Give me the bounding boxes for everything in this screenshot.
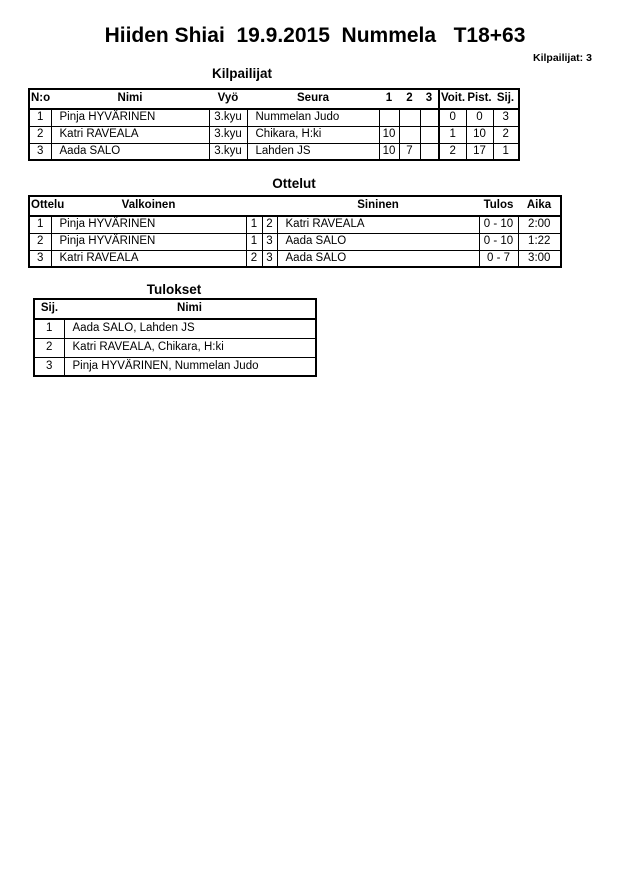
matches-header-row xyxy=(29,196,561,216)
header-match2: 2 xyxy=(399,89,420,109)
header-vyo: Vyö xyxy=(209,89,247,109)
header-blue-no xyxy=(262,196,277,216)
cell-white-no: 1 xyxy=(246,233,262,250)
table-row xyxy=(34,338,316,357)
cell-score3 xyxy=(420,143,439,160)
cell-score2: 7 xyxy=(399,143,420,160)
header-nimi: Nimi xyxy=(64,299,316,319)
cell-no: 1 xyxy=(29,109,51,126)
cell-score1 xyxy=(379,109,399,126)
header-sininen: Sininen xyxy=(277,196,479,216)
cell-score3 xyxy=(420,126,439,143)
cell-score2 xyxy=(399,109,420,126)
cell-pist: 10 xyxy=(466,126,493,143)
cell-valkoinen: Pinja HYVÄRINEN xyxy=(51,233,246,250)
cell-match-no: 1 xyxy=(29,216,51,233)
table-row xyxy=(29,126,519,143)
cell-aika: 1:22 xyxy=(518,233,561,250)
cell-tulos: 0 - 7 xyxy=(479,250,518,267)
header-sij: Sij. xyxy=(34,299,64,319)
section-heading-kilpailijat: Kilpailijat xyxy=(211,66,272,81)
cell-sij: 2 xyxy=(34,338,64,357)
table-row xyxy=(29,250,561,267)
header-valkoinen: Valkoinen xyxy=(51,196,246,216)
cell-match-no: 2 xyxy=(29,233,51,250)
cell-sininen: Katri RAVEALA xyxy=(277,216,479,233)
header-ottelu: Ottelu xyxy=(29,196,51,216)
cell-blue-no: 3 xyxy=(262,233,277,250)
page-title: Hiiden Shiai 19.9.2015 Nummela T18+63 xyxy=(104,24,526,47)
cell-score1: 10 xyxy=(379,126,399,143)
table-row xyxy=(29,109,519,126)
cell-valkoinen: Pinja HYVÄRINEN xyxy=(51,216,246,233)
header-tulos: Tulos xyxy=(479,196,518,216)
table-row xyxy=(29,143,519,160)
cell-voit: 2 xyxy=(439,143,466,160)
cell-pist: 0 xyxy=(466,109,493,126)
cell-score1: 10 xyxy=(379,143,399,160)
cell-match-no: 3 xyxy=(29,250,51,267)
competitors-table xyxy=(28,88,520,161)
cell-sij: 3 xyxy=(493,109,519,126)
cell-nimi: Aada SALO xyxy=(51,143,209,160)
cell-white-no: 2 xyxy=(246,250,262,267)
competitor-count-label: Kilpailijat: 3 xyxy=(533,52,592,64)
table-row xyxy=(29,233,561,250)
header-voit: Voit. xyxy=(439,89,466,109)
section-heading-tulokset: Tulokset xyxy=(146,282,202,297)
cell-sij: 1 xyxy=(493,143,519,160)
cell-sininen: Aada SALO xyxy=(277,250,479,267)
cell-blue-no: 3 xyxy=(262,250,277,267)
results-header-row xyxy=(34,299,316,319)
cell-valkoinen: Katri RAVEALA xyxy=(51,250,246,267)
cell-sininen: Aada SALO xyxy=(277,233,479,250)
table-row xyxy=(34,357,316,376)
cell-seura: Lahden JS xyxy=(247,143,379,160)
section-heading-ottelut: Ottelut xyxy=(272,176,316,191)
header-match3: 3 xyxy=(420,89,439,109)
header-nimi: Nimi xyxy=(51,89,209,109)
header-aika: Aika xyxy=(518,196,561,216)
cell-sij: 2 xyxy=(493,126,519,143)
table-row xyxy=(29,216,561,233)
cell-nimi: Aada SALO, Lahden JS xyxy=(64,319,316,338)
cell-vyo: 3.kyu xyxy=(209,143,247,160)
header-seura: Seura xyxy=(247,89,379,109)
cell-seura: Chikara, H:ki xyxy=(247,126,379,143)
header-pist: Pist. xyxy=(466,89,493,109)
cell-tulos: 0 - 10 xyxy=(479,233,518,250)
final-results-table xyxy=(33,298,317,377)
cell-blue-no: 2 xyxy=(262,216,277,233)
header-no: N:o xyxy=(29,89,51,109)
matches-table xyxy=(28,195,562,268)
competitors-header-row xyxy=(29,89,519,109)
cell-nimi: Pinja HYVÄRINEN xyxy=(51,109,209,126)
header-match1: 1 xyxy=(379,89,399,109)
cell-no: 2 xyxy=(29,126,51,143)
cell-nimi: Katri RAVEALA, Chikara, H:ki xyxy=(64,338,316,357)
cell-tulos: 0 - 10 xyxy=(479,216,518,233)
header-sij: Sij. xyxy=(493,89,519,109)
cell-sij: 3 xyxy=(34,357,64,376)
cell-voit: 1 xyxy=(439,126,466,143)
cell-score3 xyxy=(420,109,439,126)
cell-white-no: 1 xyxy=(246,216,262,233)
cell-vyo: 3.kyu xyxy=(209,109,247,126)
cell-aika: 3:00 xyxy=(518,250,561,267)
table-row xyxy=(34,319,316,338)
header-white-no xyxy=(246,196,262,216)
cell-voit: 0 xyxy=(439,109,466,126)
cell-seura: Nummelan Judo xyxy=(247,109,379,126)
cell-sij: 1 xyxy=(34,319,64,338)
cell-score2 xyxy=(399,126,420,143)
cell-aika: 2:00 xyxy=(518,216,561,233)
cell-nimi: Katri RAVEALA xyxy=(51,126,209,143)
cell-pist: 17 xyxy=(466,143,493,160)
cell-nimi: Pinja HYVÄRINEN, Nummelan Judo xyxy=(64,357,316,376)
cell-no: 3 xyxy=(29,143,51,160)
cell-vyo: 3.kyu xyxy=(209,126,247,143)
